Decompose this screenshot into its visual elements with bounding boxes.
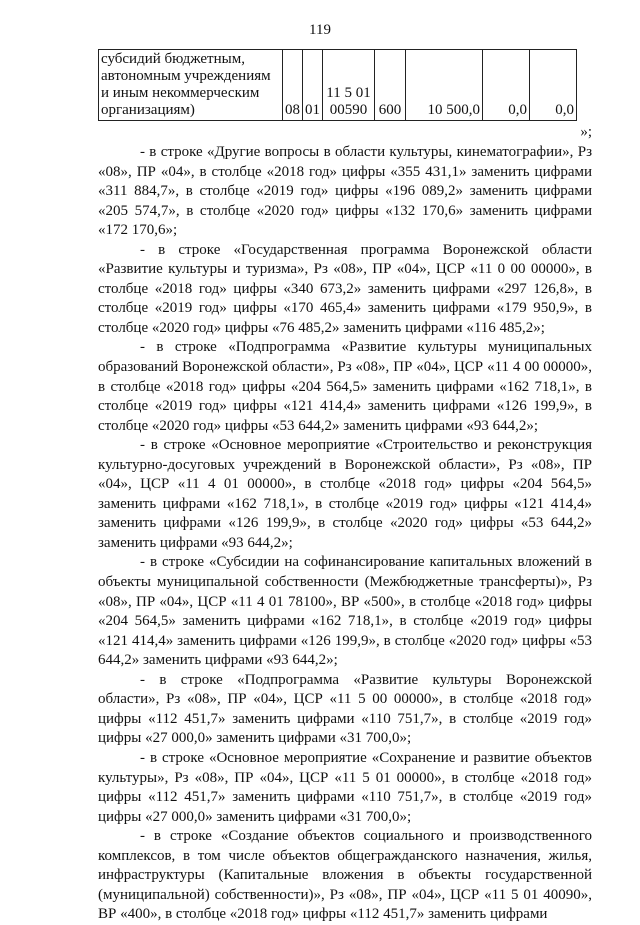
table-cell-2018: 10 500,0 xyxy=(406,50,483,121)
table-row xyxy=(99,50,577,121)
document-body xyxy=(98,143,592,925)
table-cell-vr: 600 xyxy=(375,50,406,121)
table-cell-pr: 01 xyxy=(303,50,323,121)
budget-table-fragment xyxy=(98,49,577,121)
paragraph: - в строке «Основное мероприятие «Сохранение и развитие объектов культуры», Рз «08», ПР «04», ЦСР «11 5 01 00000», в столбце «2018 год» цифры «112 451,7» заменить цифрами «110 751,7», в столбце «2019 год» цифры «27 000,0» заменить цифрами «31 700,0»; xyxy=(98,749,592,825)
paragraph: - в строке «Другие вопросы в области культуры, кинематографии», Рз «08», ПР «04», в столбце «2018 год» цифры «355 431,1» заменить цифрами «311 884,7», в столбце «2019 год» цифры «196 089,2» заменить цифрами «205 574,7», в столбце «2020 год» цифры «132 170,6» заменить цифрами «172 170,6»; xyxy=(98,144,592,239)
table-cell-2020: 0,0 xyxy=(530,50,577,121)
table-cell-rz: 08 xyxy=(283,50,303,121)
paragraph: - в строке «Субсидии на софинансирование капитальных вложений в объекты муниципальной собственности (Межбюджетные трансферты)», Рз «08», ПР «04», ЦСР «11 4 01 78100», ВР «500», в столбце «2018 год» цифры «204 564,5» заменить цифрами «162 718,1», в столбце «2019 год» цифры «121 414,4» заменить цифрами «126 199,9», в столбце «2020 год» цифры «53 644,2» заменить цифрами «93 644,2»; xyxy=(98,554,592,669)
paragraph: - в строке «Создание объектов социального и производственного комплексов, в том числе объектов общегражданского назначения, жилья, инфраструктуры (Капитальные вложения в объекты государственной (муниципальной) собственности)», Рз «08», ПР «04», ЦСР «11 5 01 40090», ВР «400», в столбце «2018 год» цифры «112 451,7» заменить цифрами xyxy=(98,828,592,923)
table-cell-2019: 0,0 xyxy=(483,50,530,121)
table-cell-name: субсидий бюджетным, автономным учреждениям и иным некоммерческим организациям) xyxy=(99,50,283,121)
closing-quote: »; xyxy=(580,124,592,140)
paragraph: - в строке «Государственная программа Воронежской области «Развитие культуры и туризма», Рз «08», ПР «04», ЦСР «11 0 00 00000», в столбце «2018 год» цифры «340 673,2» заменить цифрами «297 126,8», в столбце «2019 год» цифры «170 465,4» заменить цифрами «179 950,9», в столбце «2020 год» цифры «76 485,2» заменить цифрами «116 485,2»; xyxy=(98,241,592,336)
paragraph: - в строке «Подпрограмма «Развитие культуры муниципальных образований Воронежской области», Рз «08», ПР «04», ЦСР «11 4 00 00000», в столбце «2018 год» цифры «204 564,5» заменить цифрами «162 718,1», в столбце «2019 год» цифры «121 414,4» заменить цифрами «126 199,9», в столбце «2020 год» цифры «53 644,2» заменить цифрами «93 644,2»; xyxy=(98,339,592,434)
paragraph: - в строке «Основное мероприятие «Строительство и реконструкция культурно-досуговых учреждений в Воронежской области», Рз «08», ПР «04», ЦСР «11 4 01 00000», в столбце «2018 год» цифры «204 564,5» заменить цифрами «162 718,1», в столбце «2019 год» цифры «121 414,4» заменить цифрами «126 199,9», в столбце «2020 год» цифры «53 644,2» заменить цифрами «93 644,2»; xyxy=(98,437,592,551)
paragraph: - в строке «Подпрограмма «Развитие культуры Воронежской области», Рз «08», ПР «04», ЦСР «11 5 00 00000», в столбце «2018 год» цифры «112 451,7» заменить цифрами «110 751,7», в столбце «2019 год» цифры «27 000,0» заменить цифрами «31 700,0»; xyxy=(98,671,592,747)
table-cell-csr: 11 5 01 00590 xyxy=(323,50,375,121)
page-number: 119 xyxy=(309,22,331,38)
